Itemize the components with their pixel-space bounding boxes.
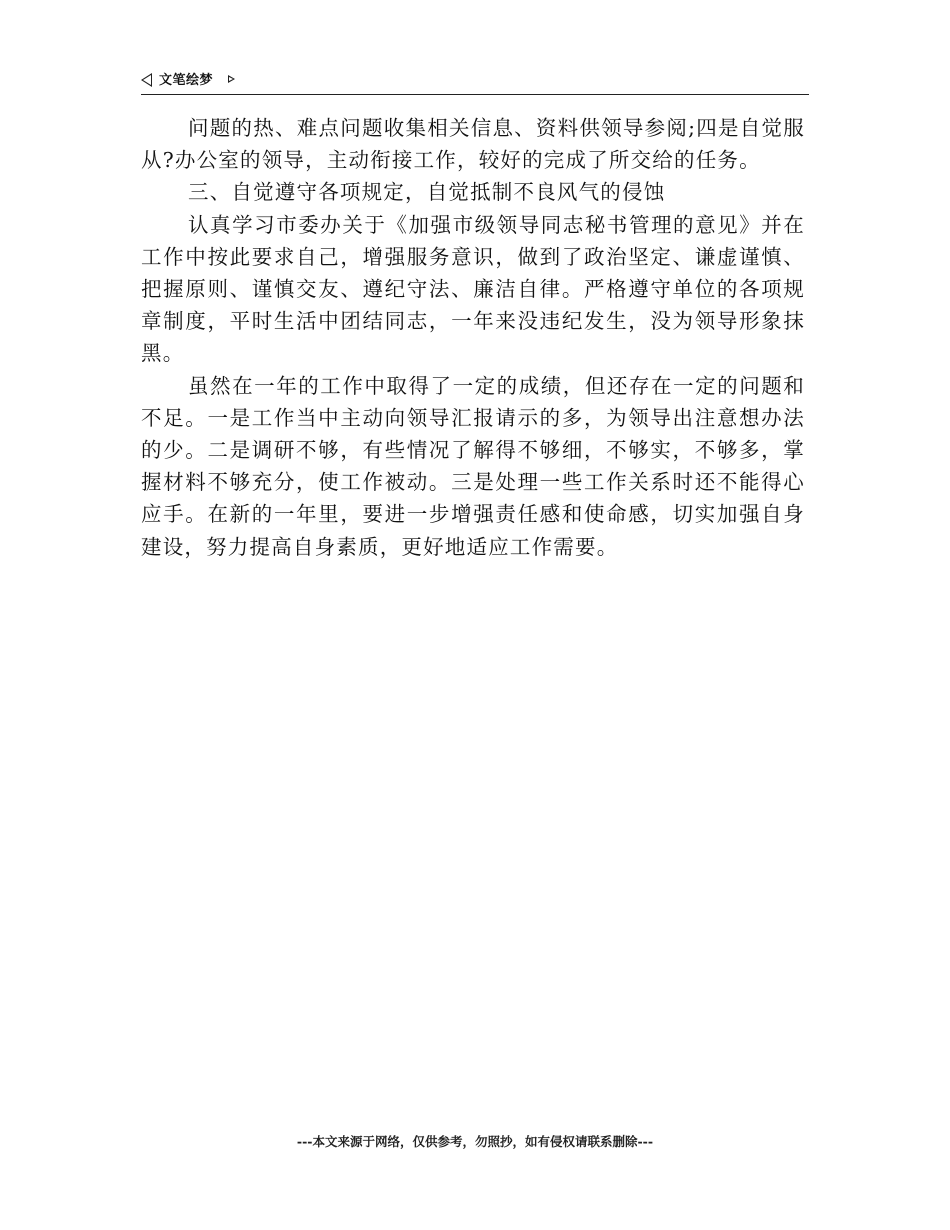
paragraph-shortcomings: 虽然在一年的工作中取得了一定的成绩，但还存在一定的问题和不足。一是工作当中主动向领导汇报请示的多，为领导出注意想办法的少。二是调研不够，有些情况了解得不够细，不够实，不够多，掌握材料不够充分，使工作被动。三是处理一些工作关系时还不能得心应手。在新的一年里，要进一步增强责任感和使命感，切实加强自身建设，努力提高自身素质，更好地适应工作需要。 <box>141 373 805 559</box>
page-footer: ---本文来源于网络，仅供参考，勿照抄，如有侵权请联系删除--- <box>296 1134 654 1149</box>
section-heading: 三、自觉遵守各项规定，自觉抵制不良风气的侵蚀 <box>188 180 666 205</box>
paragraph-study: 认真学习市委办关于《加强市级领导同志秘书管理的意见》并在工作中按此要求自己，增强服务意识，做到了政治坚定、谦虚谨慎、把握原则、谨慎交友、遵纪守法、廉洁自律。严格遵守单位的各项规章制度，平时生活中团结同志，一年来没违纪发生，没为领导形象抹黑。 <box>141 212 805 366</box>
header-title: 文笔绘梦 <box>159 73 214 88</box>
document-body <box>141 112 805 563</box>
triangle-right-icon <box>228 75 235 83</box>
page-header <box>141 72 809 95</box>
triangle-left-icon <box>141 73 152 87</box>
paragraph-continuation: 问题的热、难点问题收集相关信息、资料供领导参阅;四是自觉服从?办公室的领导，主动衔接工作，较好的完成了所交给的任务。 <box>141 116 805 173</box>
